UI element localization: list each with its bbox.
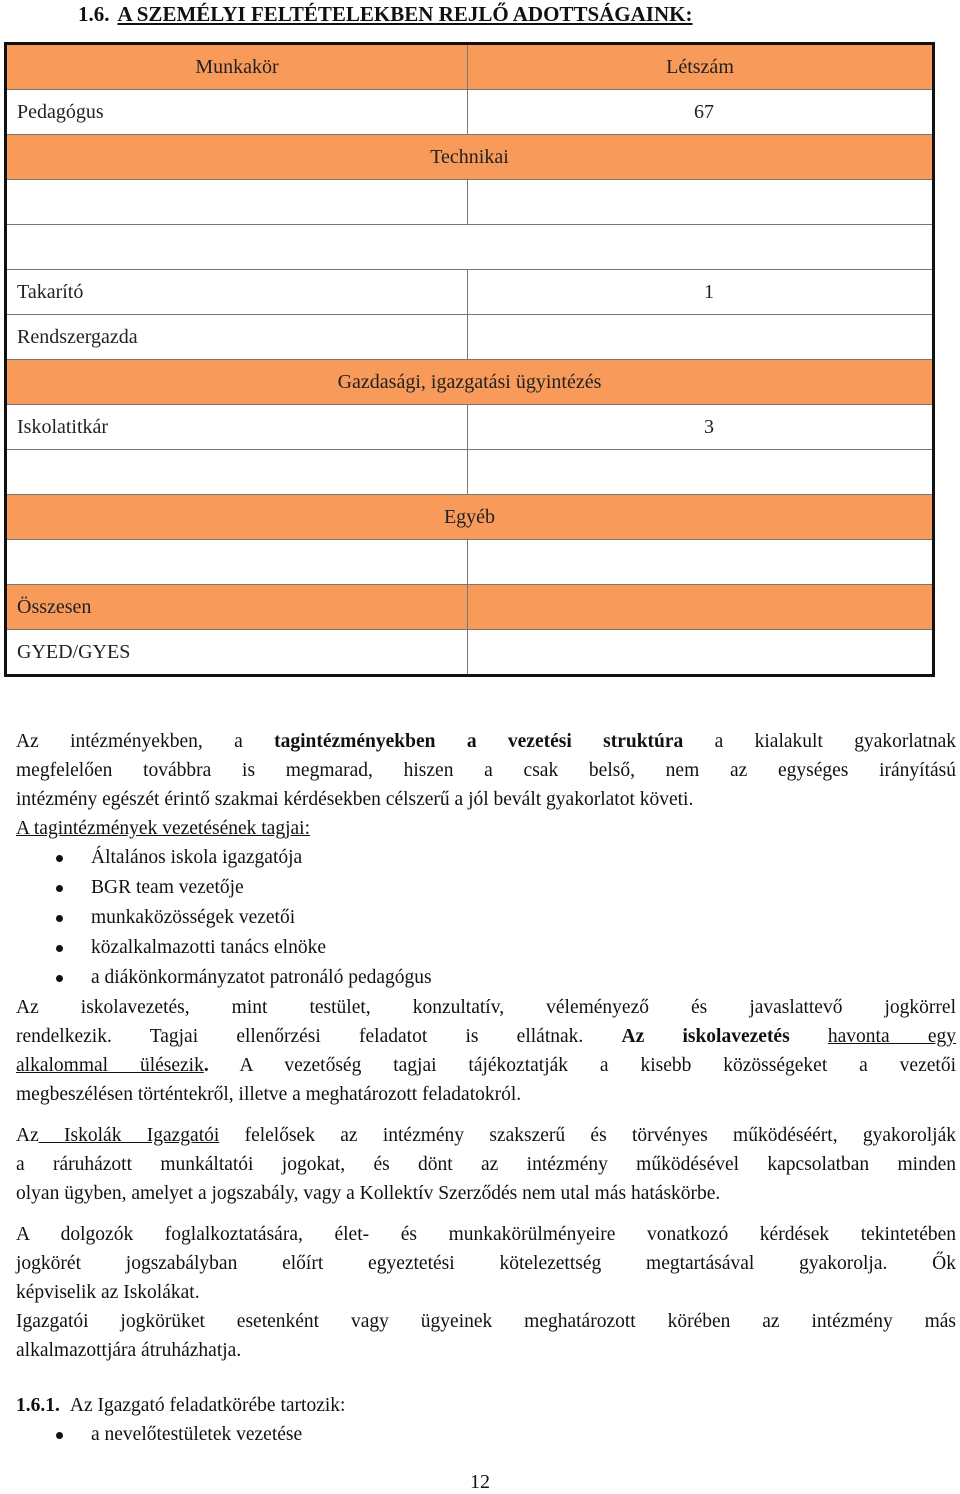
text-span: rendelkezik. Tagjai ellenőrzési feladatot is ellátnak.	[16, 1026, 622, 1047]
list-item: a diákönkormányzatot patronáló pedagógus	[16, 963, 956, 993]
list-item: közalkalmazotti tanács elnöke	[16, 933, 956, 963]
row-label	[6, 540, 468, 585]
table-row	[6, 450, 934, 495]
row-value	[468, 585, 934, 630]
bold-text: .	[203, 1055, 209, 1076]
text-span: Az intézményekben, a	[16, 731, 275, 752]
text-line: jogkörét jogszabályban előírt egyeztetési kötelezettség megtartásával gyakorolja. Ők	[16, 1253, 956, 1274]
paragraph-structure	[16, 727, 956, 814]
body-text	[16, 727, 956, 1450]
table-row	[6, 540, 934, 585]
text-line: Igazgatói jogkörüket esetenként vagy ügyeinek meghatározott körében az intézmény más	[16, 1311, 956, 1332]
row-label: Takarító	[6, 270, 468, 315]
text-span: felelősek az intézmény szakszerű és törvényes működéséért, gyakorolják	[219, 1125, 956, 1146]
text-line	[16, 1121, 956, 1150]
table-section-row	[6, 135, 934, 180]
text-line: képviselik az Iskolákat.	[16, 1282, 200, 1303]
row-value	[468, 450, 934, 495]
paragraph-igazgatok	[16, 1121, 956, 1208]
section-number: 1.6.	[78, 2, 110, 26]
underlined-text: alkalommal ülésezik	[16, 1055, 204, 1076]
section-heading	[78, 2, 692, 27]
table-header-row	[6, 44, 934, 90]
row-label: Összesen	[6, 585, 468, 630]
text-line	[16, 727, 956, 756]
table-section-row	[6, 360, 934, 405]
table-row	[6, 630, 934, 676]
text-span: Az	[16, 1125, 39, 1146]
row-value	[468, 630, 934, 676]
row-label: Iskolatitkár	[6, 405, 468, 450]
page-number: 12	[470, 1471, 490, 1493]
row-value	[468, 540, 934, 585]
text-span: A vezetőség tagjai tájékoztatják a kisebb közösségeket a vezetői	[208, 1055, 956, 1076]
section-technikai: Technikai	[6, 135, 934, 180]
list-item: BGR team vezetője	[16, 873, 956, 903]
duties-list	[16, 1420, 956, 1450]
list-item: Általános iskola igazgatója	[16, 843, 956, 873]
header-letszam: Létszám	[468, 44, 934, 90]
row-value	[468, 180, 934, 225]
row-label: GYED/GYES	[6, 630, 468, 676]
underlined-text: Iskolák Igazgatói	[38, 1125, 220, 1146]
paragraph-jogkor	[16, 1307, 956, 1365]
paragraph-dolgozok	[16, 1220, 956, 1307]
row-value: 67	[468, 90, 934, 135]
table-row	[6, 90, 934, 135]
table-total-row	[6, 585, 934, 630]
staff-table	[4, 42, 935, 677]
list-item: munkaközösségek vezetői	[16, 903, 956, 933]
paragraph-iskolavezetes	[16, 993, 956, 1109]
subsection-number: 1.6.1.	[16, 1395, 60, 1416]
section-egyeb: Egyéb	[6, 495, 934, 540]
table-row	[6, 315, 934, 360]
text-line	[16, 1051, 956, 1080]
row-value	[468, 315, 934, 360]
text-line: A dolgozók foglalkoztatására, élet- és munkakörülményeire vonatkozó kérdések tekintetében	[16, 1224, 956, 1245]
row-label	[6, 450, 468, 495]
list-item: a nevelőtestületek vezetése	[16, 1420, 956, 1450]
table-row	[6, 270, 934, 315]
text-line: a ráruházott munkáltatói jogokat, és dönt az intézmény működésével kapcsolatban minden	[16, 1154, 956, 1175]
bold-text: Az iskolavezetés	[621, 1026, 790, 1047]
row-label: Pedagógus	[6, 90, 468, 135]
row-label	[6, 180, 468, 225]
row-value: 1	[468, 270, 934, 315]
text-line: olyan ügyben, amelyet a jogszabály, vagy a Kollektív Szerződés nem utal más hatáskörbe.	[16, 1183, 721, 1204]
text-line: Az iskolavezetés, mint testület, konzultatív, véleményező és javaslattevő jogkörrel	[16, 997, 956, 1018]
text-span	[790, 1026, 828, 1047]
row-blank-full	[6, 225, 934, 270]
header-munkakor: Munkakör	[6, 44, 468, 90]
table-row	[6, 225, 934, 270]
bold-text: tagintézményekben a vezetési struktúra	[274, 731, 684, 752]
table-row	[6, 405, 934, 450]
table-row	[6, 180, 934, 225]
members-list	[16, 843, 956, 993]
row-label: Rendszergazda	[6, 315, 468, 360]
text-span: a kialakult gyakorlatnak	[683, 731, 956, 752]
section-gazdasagi: Gazdasági, igazgatási ügyintézés	[6, 360, 934, 405]
members-title: A tagintézmények vezetésének tagjai:	[16, 818, 310, 839]
table-section-row	[6, 495, 934, 540]
text-line: megbeszélésen történtekről, illetve a meghatározott feladatokról.	[16, 1084, 522, 1105]
section-title: A SZEMÉLYI FELTÉTELEKBEN REJLŐ ADOTTSÁGAINK:	[117, 2, 693, 26]
subsection-title: Az Igazgató feladatkörébe tartozik:	[69, 1395, 346, 1416]
text-line: megfelelően továbbra is megmarad, hiszen a csak belső, nem az egységes irányítású	[16, 760, 956, 781]
underlined-text: havonta egy	[827, 1026, 957, 1047]
text-line: intézmény egészét érintő szakmai kérdésekben célszerű a jól bevált gyakorlatot követi.	[16, 789, 694, 810]
text-line: alkalmazottjára átruházhatja.	[16, 1340, 242, 1361]
subsection-heading	[16, 1391, 956, 1420]
text-line	[16, 1022, 956, 1051]
row-value: 3	[468, 405, 934, 450]
